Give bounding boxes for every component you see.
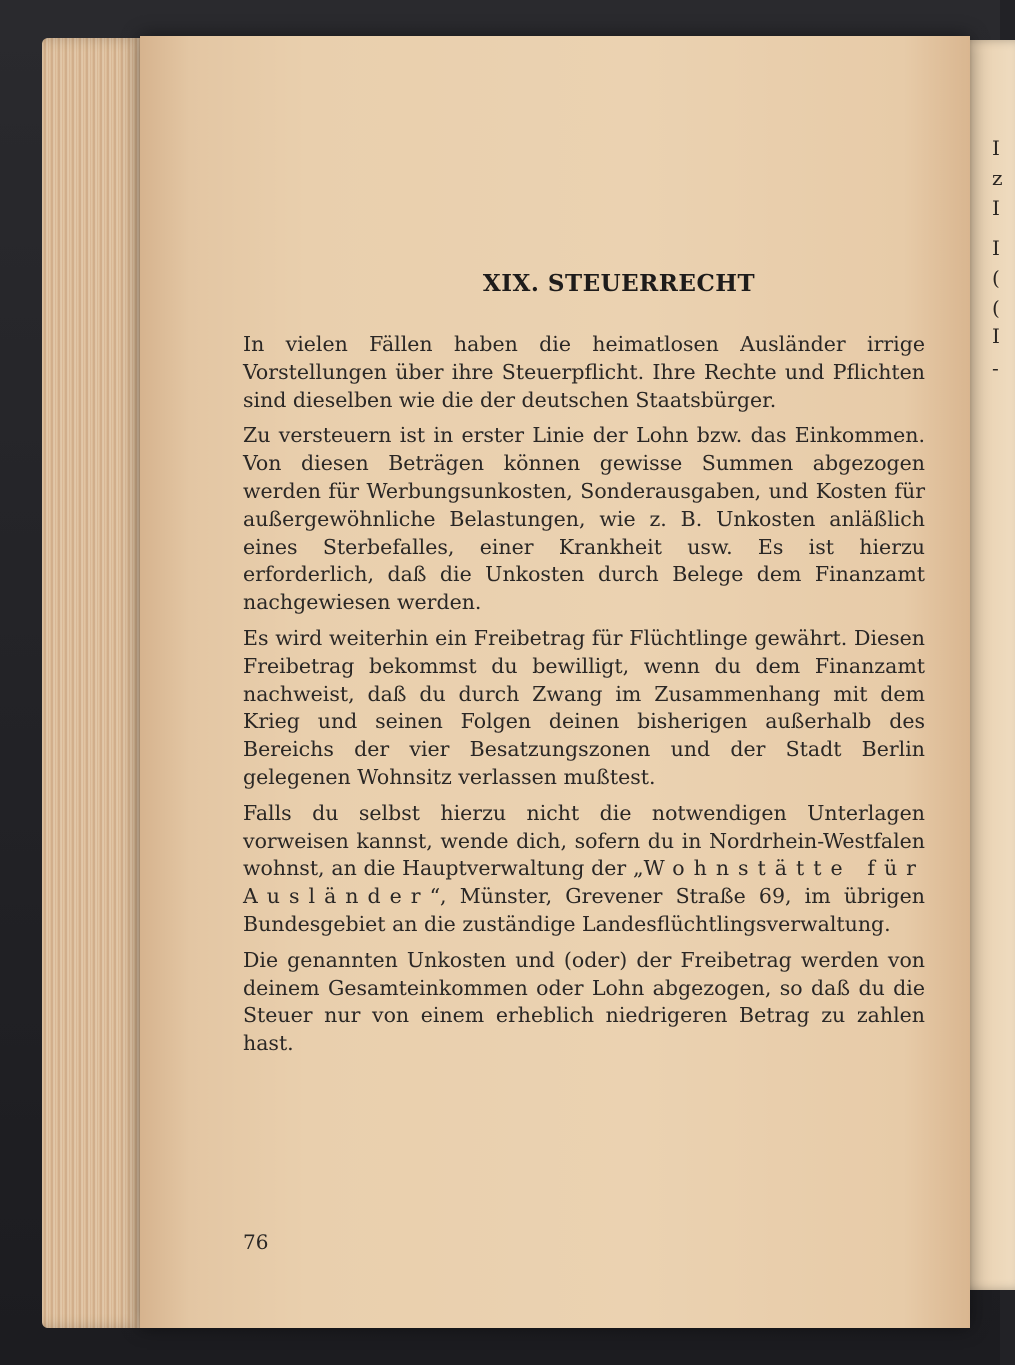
- facing-page-glyph: I: [992, 236, 1000, 260]
- facing-page-glyph: I: [992, 136, 1000, 160]
- page-content: [243, 270, 925, 1066]
- paragraph-2: Zu versteuern ist in erster Linie der Lohn bzw. das Einkommen. Von diesen Beträgen können gewisse Summen abgezogen werden für Werbungsunkosten, Sonderausgaben, und Kosten für außergewöhnliche Belastungen, wie z. B. Unkosten anläßlich eines Sterbefalles, einer Krankheit usw. Es ist hierzu erforderlich, daß die Unkosten durch Belege dem Finanzamt nachgewiesen werden.: [243, 423, 925, 615]
- chapter-heading: XIX. STEUERRECHT: [482, 270, 756, 297]
- facing-page-glyph: I: [992, 324, 1000, 348]
- paragraph-4-start: Falls du selbst hierzu nicht die notwendigen Unterlagen vorweisen kannst, wende dich, sofern du in Nordrhein-Westfalen wohnst, an die Hauptverwaltung der „: [243, 800, 925, 881]
- facing-page-glyph: I: [992, 196, 1000, 220]
- organization-name-emphasis: Wohnstätte für Ausländer: [243, 856, 925, 909]
- facing-page-glyph: (: [992, 296, 1000, 320]
- paragraph-4: [243, 800, 925, 939]
- paragraph-1: In vielen Fällen haben die heimatlosen Ausländer irrige Vorstellungen über ihre Steuerpflicht. Ihre Rechte und Pflichten sind dieselben wie die der deutschen Staatsbürger.: [243, 332, 925, 412]
- paragraph-5: Die genannten Unkosten und (oder) der Freibetrag werden von deinem Gesamteinkommen oder Lohn abgezogen, so daß du die Steuer nur von einem erheblich niedrigeren Betrag zu zahlen hast.: [243, 947, 925, 1056]
- paragraph-4-end: “, Münster, Grevener Straße 69, im übrigen Bundesgebiet an die zuständige Landesflüchtlingsverwaltung.: [243, 884, 925, 936]
- paragraph-3: Es wird weiterhin ein Freibetrag für Flüchtlinge gewährt. Diesen Freibetrag bekommst du bewilligt, wenn du dem Finanzamt nachweist, daß du durch Zwang im Zusammenhang mit dem Krieg und seinen Folgen deinen bisherigen außerhalb des Bereichs der vier Besatzungszonen und der Stadt Berlin gelegenen Wohnsitz verlassen mußtest.: [243, 625, 925, 789]
- facing-page-glyph: z: [992, 166, 1003, 190]
- page-stack-edge: [42, 38, 152, 1328]
- facing-page-glyph: (: [992, 266, 1000, 290]
- page-number: 76: [243, 1230, 269, 1254]
- facing-page-glyph: -: [992, 356, 999, 380]
